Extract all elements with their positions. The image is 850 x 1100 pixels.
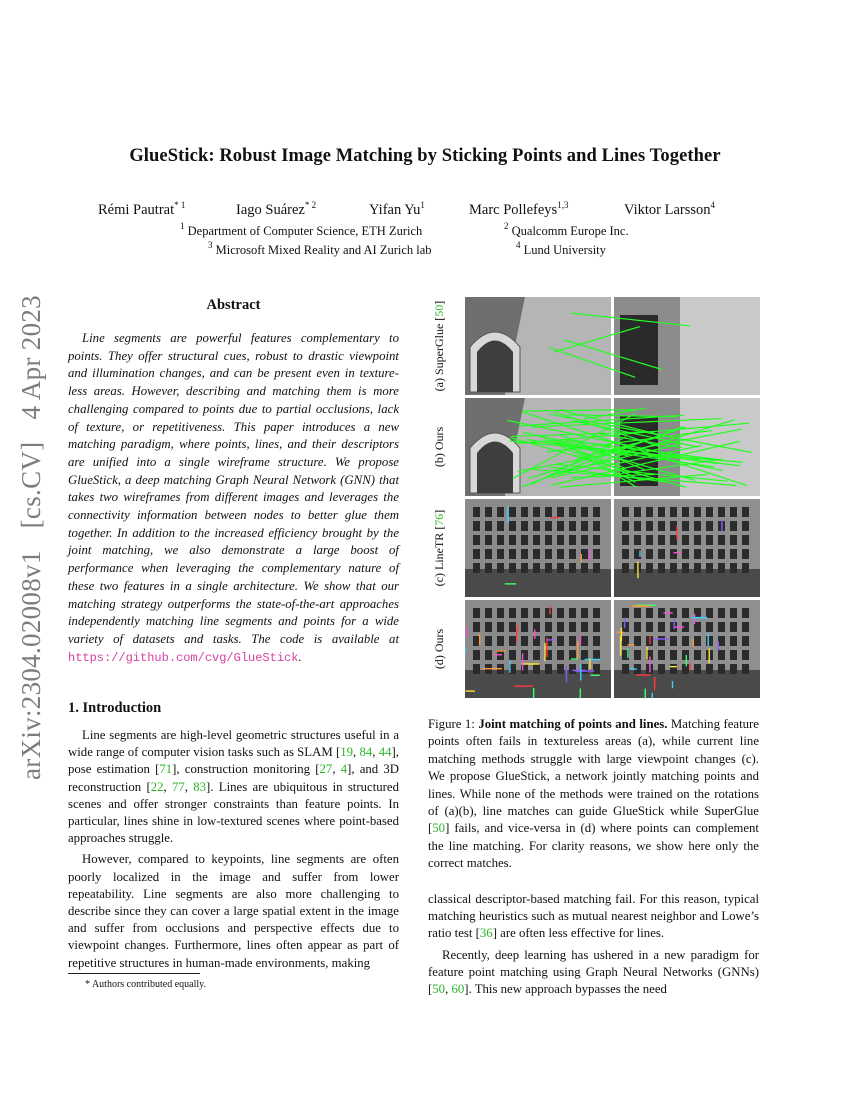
panel-label-d [432,600,448,698]
panel-d-image [465,600,760,698]
window-shape [533,535,540,545]
citation-link[interactable]: 36 [479,926,493,941]
window-shape [497,563,504,573]
panel-a-image [465,297,760,395]
window-shape [533,507,540,517]
window-shape [742,608,749,618]
window-shape [634,622,641,632]
window-shape [485,563,492,573]
window-shape [718,549,725,559]
citation-link[interactable]: 44 [378,745,392,760]
window-shape [742,636,749,646]
window-shape [569,521,576,531]
section-heading-introduction: 1. Introduction [68,700,162,716]
window-shape [682,636,689,646]
window-shape [497,622,504,632]
window-shape [485,650,492,660]
author-3 [369,200,425,219]
window-shape [718,535,725,545]
window-shape [634,650,641,660]
window-shape [706,563,713,573]
window-shape [521,636,528,646]
window-shape [670,664,677,674]
window-shape [581,521,588,531]
author-2 [236,200,316,219]
citation-link[interactable]: 71 [159,762,173,777]
window-shape [646,608,653,618]
window-shape [670,563,677,573]
window-shape [706,664,713,674]
window-shape [473,608,480,618]
window-shape [622,549,629,559]
citation-link[interactable]: 19 [340,745,354,760]
window-shape [557,664,564,674]
label-text: (c) LineTR [ [432,525,446,587]
window-shape [682,521,689,531]
author-list [0,200,850,222]
window-shape [545,507,552,517]
window-shape [718,622,725,632]
intro-paragraph-2: However, compared to keypoints, line segments are often poorly localized in the image and suffer from lower repeatability. Line segments are also more challenging to describe since they can cover a large spatial extent in the image and suffer from occlusions and perspective effects due to viewpoint changes. Furthermore, lines often appear as part of repetitive structures in human-made environments, making [68,852,399,970]
window-shape [581,650,588,660]
panel-d-ours [465,600,760,698]
right-paragraph-2 [428,947,759,999]
window-shape [473,664,480,674]
window-shape [545,563,552,573]
window-shape [718,507,725,517]
window-shape [569,608,576,618]
window-shape [497,608,504,618]
window-shape [581,636,588,646]
window-shape [593,549,600,559]
window-shape [581,507,588,517]
window-shape [706,636,713,646]
window-shape [557,636,564,646]
window-shape [473,622,480,632]
window-shape [473,507,480,517]
window-shape [509,521,516,531]
author-name: Iago Suárez [236,202,305,218]
window-shape [622,521,629,531]
text-run: Recently, deep learning has ushered in a new paradigm for feature point matching using Graph Neural Networks (GNNs) [ [428,947,759,997]
window-shape [593,636,600,646]
window-shape [742,535,749,545]
text-run: , [332,762,341,777]
window-shape [521,521,528,531]
paper-title: GlueStick: Robust Image Matching by Sticking Points and Lines Together [129,146,721,166]
window-shape [581,664,588,674]
window-shape [682,650,689,660]
window-shape [509,507,516,517]
window-shape [509,608,516,618]
window-shape [533,521,540,531]
label-text: ] [432,300,446,305]
citation-link[interactable]: 84 [359,745,373,760]
text-run: ], pose estimation [ [68,745,400,777]
window-shape [557,608,564,618]
window-shape [557,549,564,559]
abstract-heading: Abstract [206,297,261,313]
window-shape [718,650,725,660]
window-shape [634,636,641,646]
window-shape [533,664,540,674]
window-shape [485,521,492,531]
window-shape [509,636,516,646]
window-shape [509,622,516,632]
window-shape [497,549,504,559]
panel-label-a [432,297,448,395]
window-shape [658,664,665,674]
window-shape [593,664,600,674]
figure-1 [465,297,760,698]
window-shape [533,549,540,559]
window-shape [670,507,677,517]
window-shape [622,535,629,545]
intro-paragraph-1 [68,727,399,847]
label-cite[interactable]: 50 [432,304,446,317]
abstract-text: Line segments are powerful features complementary to points. They offer structural cues, robust to drastic viewpoint and illumination changes, and can be present even in texture-less areas. However, describing and matching them is more challenging compared to points due to partial occlusions, lack of texture, or repetitiveness. This paper introduces a new matching paradigm, where points, lines, and their descriptors are unified into a single wireframe structure. We propose GlueStick, a deep matching Graph Neural Network (GNN) that takes two wireframes from different images and leverages the connectivity information between nodes to better glue them together. In addition to the increased efficiency brought by the joint matching, we also demonstrate a large boost of performance when leveraging the complementary nature of these two features in a single architecture. We show that our matching strategy outperforms the state-of-the-art approaches independently matching line segments and points for a wide variety of datasets and tasks. The code is available at [68,331,399,646]
window-shape [545,608,552,618]
label-text: ] [432,509,446,514]
window-shape [581,535,588,545]
window-shape [557,535,564,545]
window-shape [730,636,737,646]
window-shape [682,664,689,674]
author-sup: 1 [420,200,425,210]
window-shape [718,636,725,646]
label-text: (a) SuperGlue [ [432,316,446,392]
window-shape [622,664,629,674]
arxiv-category: [cs.CV] [16,441,46,529]
window-shape [718,608,725,618]
window-shape [670,650,677,660]
window-shape [622,563,629,573]
window-shape [730,549,737,559]
window-shape [634,521,641,531]
window-shape [581,622,588,632]
window-shape [521,622,528,632]
window-shape [646,507,653,517]
window-shape [730,535,737,545]
affiliation-text: Qualcomm Europe Inc. [511,224,629,238]
window-shape [670,521,677,531]
window-shape [730,622,737,632]
window-shape [670,549,677,559]
author-sup: 4 [710,200,716,210]
text-run: ] are often less effective for lines. [492,926,665,941]
label-text: (b) Ours [432,426,446,468]
citation-link[interactable]: 77 [171,779,185,794]
window-shape [718,664,725,674]
window-shape [569,563,576,573]
window-shape [742,549,749,559]
arxiv-id: arXiv:2304.02008v1 [16,550,46,780]
window-shape [742,521,749,531]
window-shape [706,549,713,559]
window-shape [569,507,576,517]
window-shape [485,636,492,646]
window-shape [593,535,600,545]
intro-text [68,727,399,972]
window-shape [509,535,516,545]
text-run: , [372,745,379,760]
affiliation-sup: 1 [180,221,185,231]
affiliation-text: Lund University [523,243,606,257]
window-shape [485,535,492,545]
window-shape [497,507,504,517]
window-shape [730,521,737,531]
window-shape [646,535,653,545]
window-shape [569,535,576,545]
window-shape [682,563,689,573]
window-shape [742,664,749,674]
window-shape [569,622,576,632]
window-shape [634,608,641,618]
window-shape [533,608,540,618]
text-run: Line segments are high-level geometric structures useful in a wide range of computer vision tasks such as SLAM [ [68,728,399,760]
window-shape [485,608,492,618]
abstract-body [68,330,399,667]
window-shape [593,521,600,531]
caption-text [428,717,759,870]
window-shape [658,549,665,559]
window-shape [569,664,576,674]
window-shape [646,549,653,559]
window-shape [694,535,701,545]
author-name: Viktor Larsson [624,202,711,218]
window-shape [742,650,749,660]
window-shape [658,622,665,632]
panel-b-image [465,398,760,496]
figure-caption [428,716,759,873]
window-shape [497,636,504,646]
window-shape [545,549,552,559]
window-shape [622,608,629,618]
window-shape [545,535,552,545]
window-shape [646,622,653,632]
window-shape [509,549,516,559]
label-text: (d) Ours [432,628,446,670]
window-shape [706,535,713,545]
window-shape [658,650,665,660]
window-shape [622,507,629,517]
right-paragraph-1 [428,891,759,943]
window-shape [581,608,588,618]
window-shape [718,563,725,573]
window-shape [658,636,665,646]
author-sup: * 1 [174,200,186,210]
text-run: , [445,982,452,997]
window-shape [706,622,713,632]
affiliation-sup: 2 [504,221,509,231]
window-shape [658,507,665,517]
window-shape [706,507,713,517]
text-run: ], and 3D reconstruction [ [68,762,399,794]
window-shape [521,549,528,559]
window-shape [581,549,588,559]
footnote: * Authors contributed equally. [85,979,206,990]
window-shape [682,507,689,517]
panel-label-b [432,398,448,496]
author-4 [469,200,568,219]
panel-a-superglue [465,297,760,395]
window-shape [581,563,588,573]
panel-c-linetr [465,499,760,597]
window-shape [473,521,480,531]
window-shape [533,650,540,660]
affiliation-text: Microsoft Mixed Reality and AI Zurich lab [215,243,432,257]
window-shape [545,521,552,531]
text-run: , [163,779,172,794]
window-shape [521,507,528,517]
window-shape [742,507,749,517]
text-run: ], construction monitoring [ [172,762,320,777]
window-shape [646,563,653,573]
affiliation-sup: 4 [516,240,521,250]
window-shape [658,521,665,531]
window-shape [742,563,749,573]
abstract-end: . [298,649,302,664]
window-shape [682,608,689,618]
window-shape [569,549,576,559]
window-shape [694,664,701,674]
window-shape [473,650,480,660]
window-shape [473,549,480,559]
window-shape [569,636,576,646]
affiliation-text: Department of Computer Science, ETH Zurich [187,224,423,238]
window-shape [593,563,600,573]
affiliation-sup: 3 [208,240,213,250]
panel-b-ours [465,398,760,496]
arxiv-stamp [16,290,56,780]
text-run: , [184,779,194,794]
text-run: , [353,745,360,760]
window-shape [670,535,677,545]
window-shape [557,563,564,573]
window-shape [473,535,480,545]
citation-link[interactable]: 27 [319,762,333,777]
window-shape [557,650,564,660]
label-cite[interactable]: 76 [432,513,446,526]
citation-link[interactable]: 22 [150,779,164,794]
window-shape [706,521,713,531]
text-run: ] fails, and vice-versa in (d) where points can complement the line matching. For clarity reasons, we show here only the correct matches. [428,821,759,871]
window-shape [533,636,540,646]
window-shape [473,563,480,573]
window-shape [670,636,677,646]
panel-label-c [432,499,448,597]
window-shape [730,507,737,517]
window-shape [545,664,552,674]
window-shape [742,622,749,632]
author-sup: * 2 [304,200,317,210]
affiliation-1 [180,221,422,239]
citation-link[interactable]: 50 [432,821,446,836]
window-shape [622,622,629,632]
window-shape [694,636,701,646]
arxiv-date: 4 Apr 2023 [16,295,46,420]
window-shape [634,507,641,517]
text-run: ]. This new approach bypasses the need [464,982,667,997]
window-shape [521,563,528,573]
window-shape [730,608,737,618]
author-1 [98,200,185,219]
affiliation-2 [504,221,629,239]
window-shape [557,622,564,632]
window-shape [730,563,737,573]
window-shape [485,507,492,517]
text-run: ]. Lines are ubiquitous in structured scenes and offer stronger constraints than feature points. In particular, lines shine in low-textured scenes where point-based approaches struggle. [68,779,399,846]
text-run: classical descriptor-based matching fail. For this reason, typical matching heuristics such as mutual nearest neighbor and Lowe’s ratio test [ [428,892,759,941]
text-run: Matching feature points often fails in textureless areas (a), while current line matching methods struggle with large viewpoint changes (c). We propose GlueStick, a network jointly matching points and lines. While none of the methods were trained on the rotations of (a)(b), line matches can guide GlueStick while SuperGlue [ [428,717,759,836]
window-shape [485,549,492,559]
right-column-text [428,891,759,998]
window-shape [509,563,516,573]
window-shape [557,521,564,531]
window-shape [497,535,504,545]
window-shape [593,650,600,660]
window-shape [545,650,552,660]
window-shape [682,535,689,545]
window-shape [557,507,564,517]
citation-link[interactable]: 50 [432,982,446,997]
author-5 [624,200,715,219]
author-sup: 1,3 [557,200,569,210]
window-shape [706,608,713,618]
panel-c-image [465,499,760,597]
citation-link[interactable]: 83 [193,779,207,794]
window-shape [509,650,516,660]
window-shape [593,507,600,517]
window-shape [521,535,528,545]
citation-link[interactable]: 60 [451,982,465,997]
affiliation-3 [208,240,432,258]
affiliation-4 [516,240,606,258]
footnote-rule [68,973,200,974]
window-shape [694,563,701,573]
window-shape [533,622,540,632]
window-shape [730,650,737,660]
author-name: Marc Pollefeys [469,202,558,218]
window-shape [521,608,528,618]
code-link[interactable]: https://github.com/cvg/GlueStick [68,650,299,665]
window-shape [497,521,504,531]
window-shape [682,549,689,559]
author-name: Yifan Yu [369,202,421,218]
window-shape [694,507,701,517]
window-shape [545,636,552,646]
citation-link[interactable]: 4 [340,762,348,777]
caption-label: Figure 1: [428,717,475,731]
window-shape [658,563,665,573]
window-shape [658,535,665,545]
window-shape [593,622,600,632]
author-name: Rémi Pautrat [98,202,175,218]
window-shape [730,664,737,674]
window-shape [485,622,492,632]
window-shape [694,521,701,531]
window-shape [646,521,653,531]
window-shape [593,608,600,618]
window-shape [533,563,540,573]
window-shape [694,549,701,559]
window-shape [694,650,701,660]
window-shape [545,622,552,632]
window-shape [634,535,641,545]
caption-bold: Joint matching of points and lines. [478,717,668,731]
